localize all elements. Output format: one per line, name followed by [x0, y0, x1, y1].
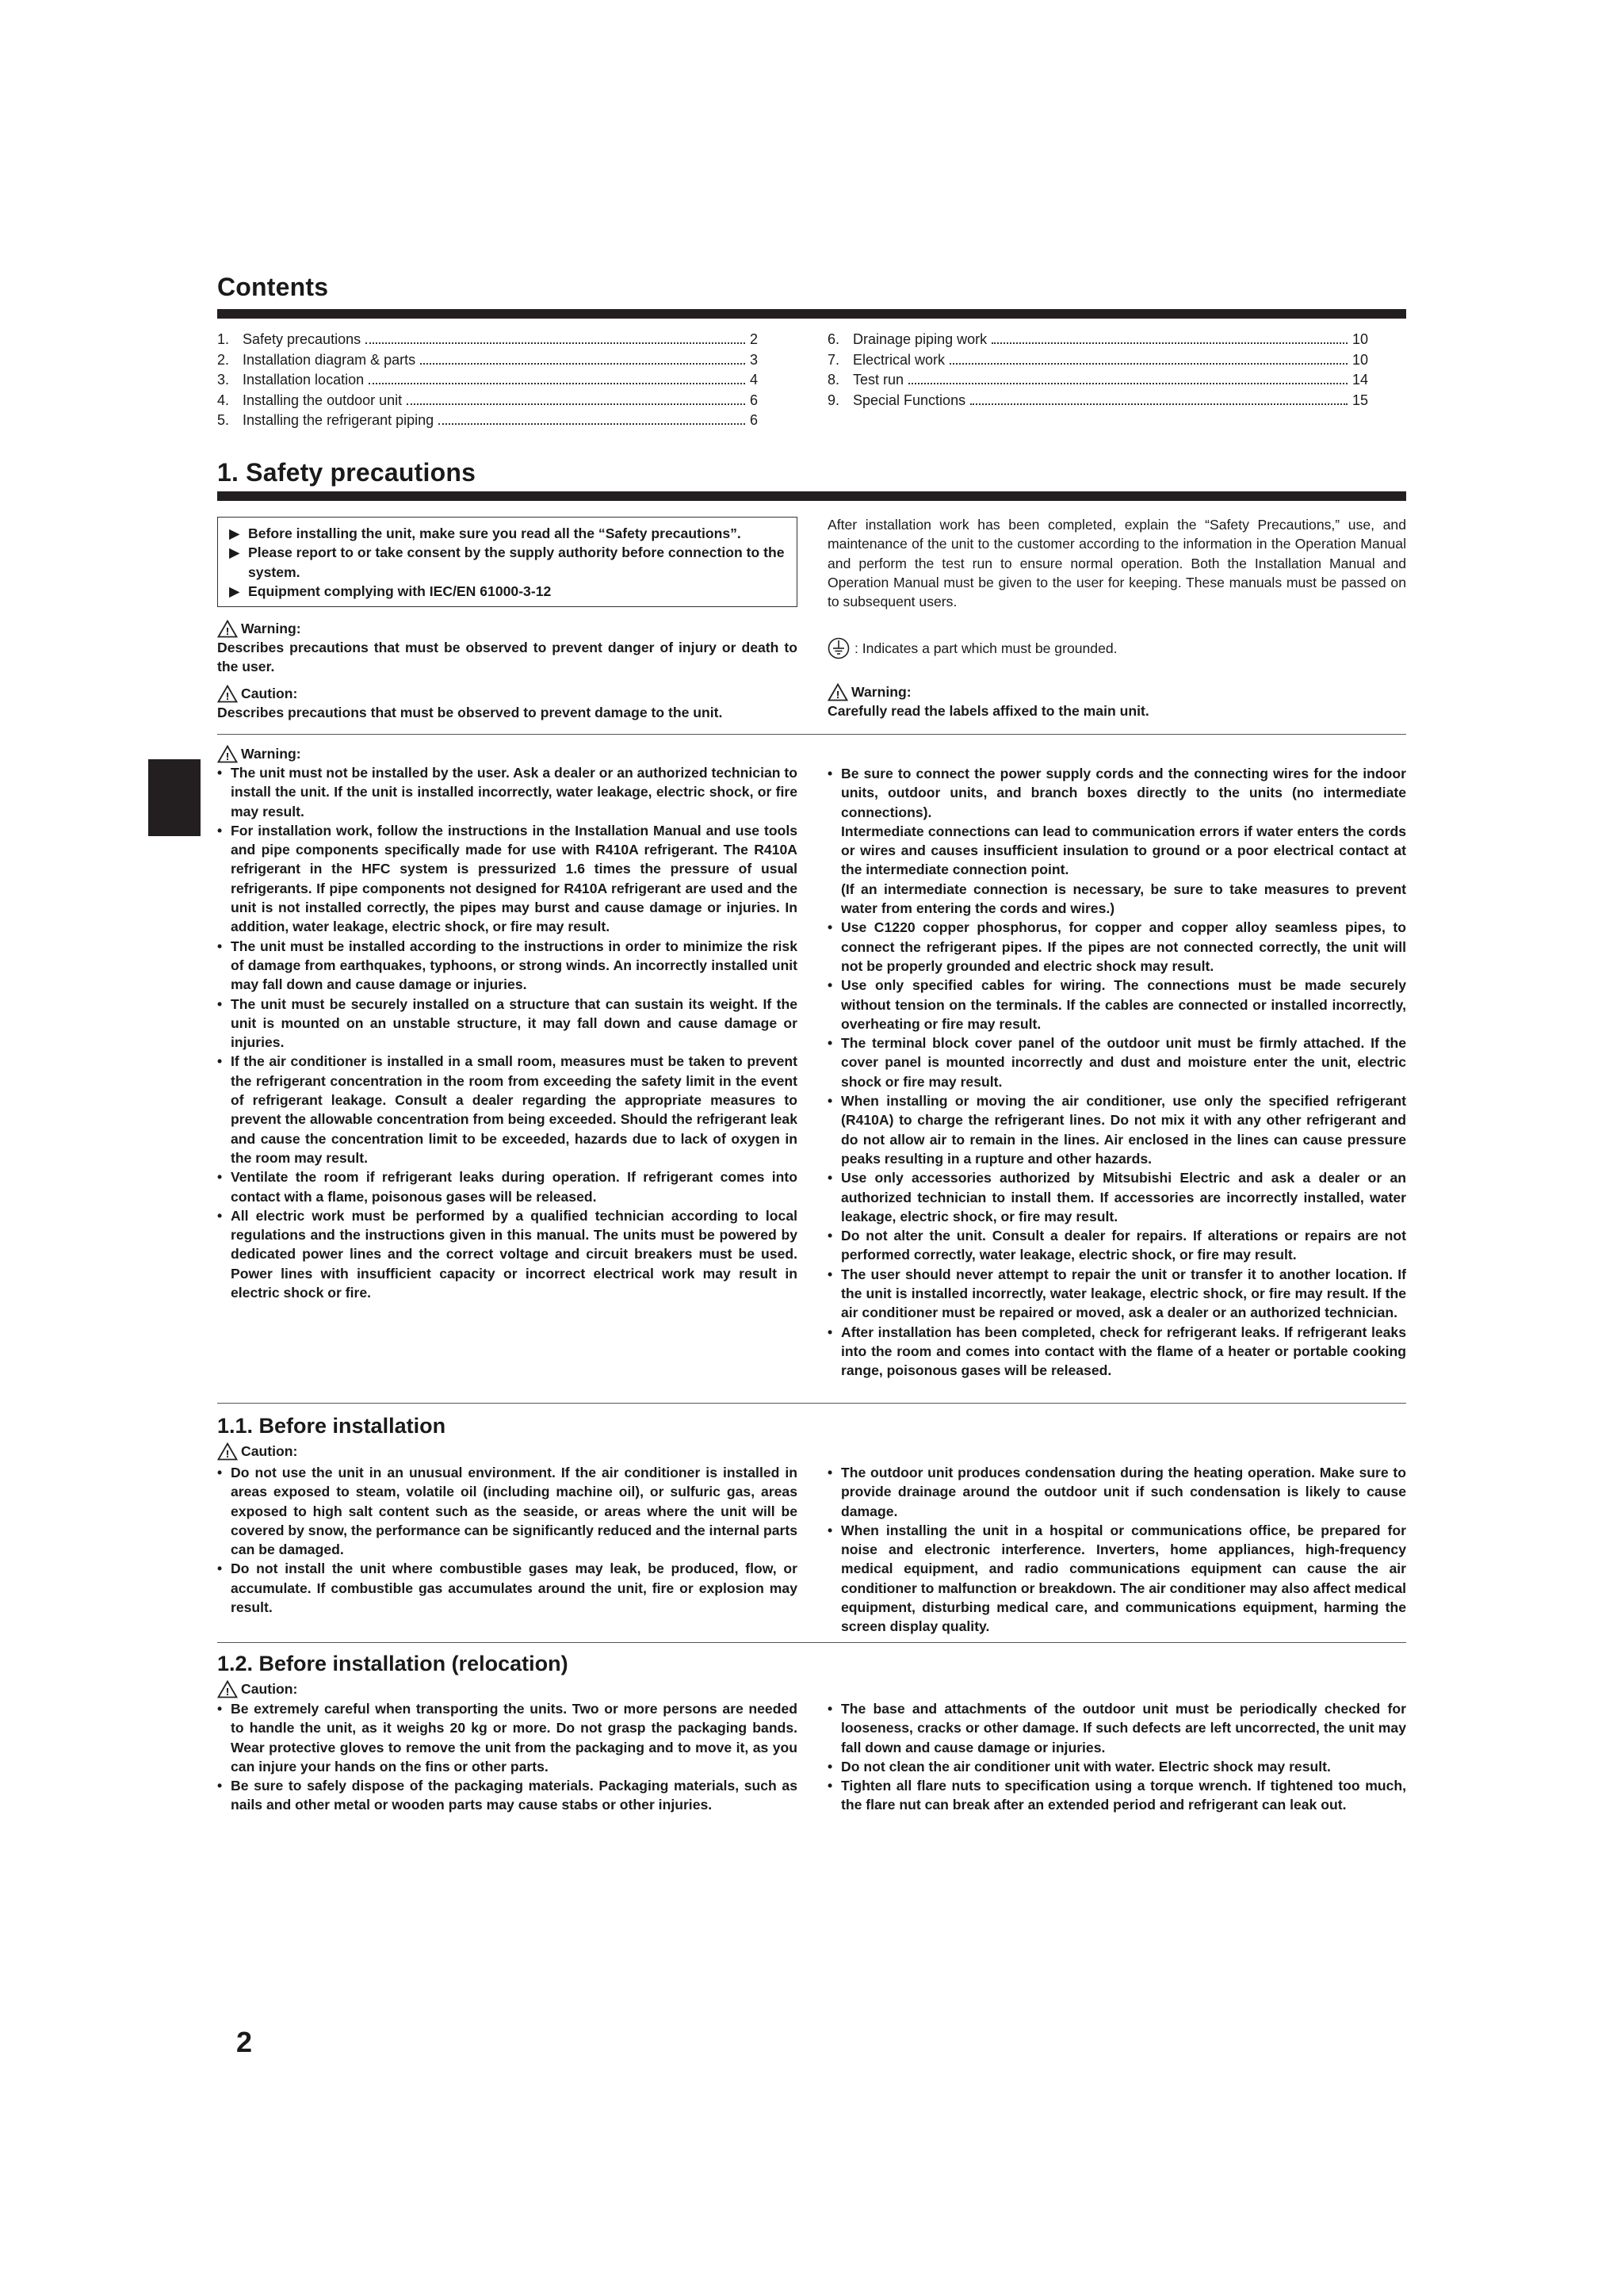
list-item: • Use only specified cables for wiring. The connections must be made securely without tension on the terminals. If the cables are connected or installed incorrectly, overheating or fire may result. [828, 976, 1406, 1033]
warning-list-right [828, 764, 1406, 1381]
ground-text: : Indicates a part which must be grounded. [854, 640, 1118, 656]
svg-text:!: ! [225, 690, 230, 702]
labels-warning-text: Carefully read the labels affixed to the main unit. [828, 703, 1149, 719]
toc-page-number: 3 [749, 351, 758, 368]
toc-entry[interactable] [828, 330, 1368, 350]
list-item: • Do not alter the unit. Consult a dealer for repairs. If alterations or repairs are not performed correctly, water leakage, electric shock, or fire may result. [828, 1226, 1406, 1265]
toc-title: Electrical work [853, 351, 946, 368]
triangle-right-icon: ▶ [229, 583, 240, 599]
warning-label: Warning: [241, 621, 301, 636]
toc-entry[interactable] [217, 350, 758, 371]
list-item: • Use only accessories authorized by Mitsubishi Electric and ask a dealer or an authorized technician to install them. If accessories are incorrectly installed, water leakage, electric shock, or fire may result. [828, 1168, 1406, 1226]
toc-entry[interactable] [217, 411, 758, 431]
box-item-text: Before installing the unit, make sure you read all the “Safety precautions”. [248, 525, 741, 541]
caution-list-right [828, 1699, 1406, 1815]
list-item: • The unit must be installed according to the instructions in order to minimize the risk of damage from earthquakes, typhoons, or strong winds. An incorrectly installed unit may fall down and cause damage or injuries. [217, 937, 797, 995]
list-item: • Use C1220 copper phosphorus, for copper and copper alloy seamless pipes, to connect the refrigerant pipes. If the pipes are not connected correctly, the unit will not be properly grounded and electric shock may result. [828, 918, 1406, 976]
toc-page-number: 6 [749, 412, 758, 428]
toc-title: Drainage piping work [853, 331, 988, 347]
list-item-text: Be sure to connect the power supply cords and the connecting wires for the indoor units, outdoor units, and branch boxes directly to the units (no intermediate connections). [841, 766, 1406, 820]
divider [217, 1403, 1406, 1404]
toc-page-number: 6 [749, 392, 758, 408]
section-1-1-left [217, 1463, 797, 1617]
section-1-1-title: 1.1. Before installation [217, 1414, 446, 1438]
divider [217, 734, 1406, 735]
toc-page-number: 10 [1351, 351, 1368, 368]
contents-title: Contents [217, 273, 329, 301]
toc-leader-dots [365, 342, 745, 344]
svg-text:!: ! [225, 625, 230, 637]
toc-leader-dots [950, 363, 1348, 365]
toc-title: Test run [853, 372, 904, 388]
svg-text:!: ! [835, 689, 840, 701]
list-item [828, 764, 1406, 918]
page-number: 2 [236, 2026, 253, 2058]
contents-rule [217, 309, 1406, 319]
list-item: • The terminal block cover panel of the outdoor unit must be firmly attached. If the cover panel is mounted incorrectly and dust and moisture enter the unit, electric shock or fire may result. [828, 1033, 1406, 1091]
warning-label: Warning: [241, 746, 301, 762]
section-1-2-title: 1.2. Before installation (relocation) [217, 1652, 568, 1675]
toc-title: Special Functions [853, 392, 966, 408]
warning-triangle-icon [828, 683, 848, 701]
toc-page-number: 2 [749, 331, 758, 347]
toc-right-column [828, 330, 1368, 411]
caution-definition [217, 685, 797, 722]
toc-title: Installation location [243, 372, 365, 388]
list-item: • The unit must not be installed by the user. Ask a dealer or an authorized technician to install the unit. If the unit is installed incorrectly, water leakage, electric shock, or fire may result. [217, 763, 797, 821]
intro-paragraph: After installation work has been completed, explain the “Safety Precautions,” use, and maintenance of the unit to the customer according to the information in the Operation Manual and perform the test run to ensure normal operation. Both the Installation Manual and Operation Manual must be given to the user for keeping. These manuals must be passed on to subsequent users. [828, 517, 1406, 610]
toc-page-number: 4 [749, 372, 758, 388]
caution-list-left [217, 1699, 797, 1815]
list-item: • The base and attachments of the outdoor unit must be periodically checked for looseness, cracks or other damage. If such defects are left uncorrected, the unit may fall down and cause damage or injuries. [828, 1699, 1406, 1757]
caution-triangle-icon [217, 1680, 238, 1698]
toc-page-number: 14 [1351, 372, 1368, 388]
section-1-rule [217, 491, 1406, 501]
caution-triangle-icon [217, 685, 238, 703]
list-item: • If the air conditioner is installed in a small room, measures must be taken to prevent the refrigerant concentration in the room from exceeding the safety limit in the event of refrigerant leakage. Consult a dealer regarding the appropriate measures to prevent the allowable concentration from being exceeded. Should the refrigerant leak and cause the concentration limit to be exceeded, hazards due to lack of oxygen in the room may result. [217, 1052, 797, 1167]
list-item: • All electric work must be performed by a qualified technician according to local regulations and the instructions given in this manual. The units must be powered by dedicated power lines and the correct voltage and circuit breakers must be used. Power lines with insufficient capacity or incorrect electrical work may result in electric shock or fire. [217, 1206, 797, 1302]
toc-leader-dots [438, 423, 745, 425]
svg-text:!: ! [225, 751, 230, 762]
ground-indicator [828, 637, 1406, 659]
caution-label: Caution: [241, 1443, 298, 1459]
toc-entry[interactable] [217, 330, 758, 350]
toc-title: Installation diagram & parts [243, 351, 416, 368]
list-item: • The unit must be securely installed on a structure that can sustain its weight. If the unit is mounted on an unstable structure, it may fall down and cause damage or injuries. [217, 995, 797, 1052]
section-1-title: 1. Safety precautions [217, 458, 476, 487]
triangle-right-icon: ▶ [229, 525, 240, 541]
section-1-2-right [828, 1699, 1406, 1815]
toc-entry[interactable] [217, 370, 758, 391]
warning-triangle-icon [217, 620, 238, 638]
toc-title: Installing the refrigerant piping [243, 412, 434, 428]
divider [217, 1642, 1406, 1643]
list-item-note: Intermediate connections can lead to communication errors if water enters the cords or wires and causes insufficient insulation to ground or a poor electrical contact at the intermediate connection point. [841, 823, 1406, 878]
caution-label: Caution: [241, 686, 298, 701]
toc-number: 9. [828, 392, 840, 408]
toc-leader-dots [407, 403, 745, 405]
toc-title: Safety precautions [243, 331, 361, 347]
toc-number: 4. [217, 392, 230, 408]
important-notes-box [217, 517, 797, 607]
toc-left-column [217, 330, 758, 431]
section-1-1-right [828, 1463, 1406, 1637]
side-tab-marker [148, 759, 201, 836]
warning-label: Warning: [851, 684, 912, 700]
section-1-2-left [217, 1699, 797, 1815]
main-warning-left [217, 745, 797, 1302]
warning-definition [217, 620, 797, 677]
box-item-text: Equipment complying with IEC/EN 61000-3-12 [248, 583, 552, 599]
toc-leader-dots [992, 342, 1348, 344]
toc-number: 1. [217, 331, 230, 347]
warning-triangle-icon [217, 745, 238, 763]
toc-entry[interactable] [828, 391, 1368, 411]
box-item [229, 543, 787, 582]
toc-page-number: 10 [1351, 331, 1368, 347]
caution-heading [217, 1680, 297, 1698]
caution-triangle-icon [217, 1442, 238, 1461]
svg-text:!: ! [225, 1686, 230, 1698]
toc-number: 5. [217, 412, 230, 428]
caution-list-right [828, 1463, 1406, 1637]
toc-entry[interactable] [828, 350, 1368, 371]
caution-definition-text: Describes precautions that must be observed to prevent damage to the unit. [217, 705, 723, 720]
list-item: • For installation work, follow the instructions in the Installation Manual and use tools and pipe components specifically made for use with R410A refrigerant. The R410A refrigerant in the HFC system is pressurized 1.6 times the pressure of usual refrigerants. If pipe components not designed for R410A refrigerant are used and the unit is not installed correctly, the pipes may burst and cause damage or injuries. In addition, water leakage, electric shock, or fire may result. [217, 821, 797, 937]
toc-leader-dots [970, 403, 1348, 405]
list-item: • Ventilate the room if refrigerant leaks during operation. If refrigerant comes into contact with a flame, poisonous gases will be released. [217, 1167, 797, 1206]
caution-label: Caution: [241, 1681, 298, 1697]
toc-entry[interactable] [828, 370, 1368, 391]
triangle-right-icon: ▶ [229, 544, 240, 561]
toc-title: Installing the outdoor unit [243, 392, 403, 408]
toc-leader-dots [420, 363, 745, 365]
box-item [229, 524, 787, 543]
warning-definition-text: Describes precautions that must be observed to prevent danger of injury or death to the user. [217, 640, 797, 675]
list-item: • Be sure to safely dispose of the packaging materials. Packaging materials, such as nails and other metal or wooden parts may cause stabs or other injuries. [217, 1776, 797, 1815]
list-item: • Be extremely careful when transporting the units. Two or more persons are needed to handle the unit, as it weighs 20 kg or more. Do not grasp the packaging bands. Wear protective gloves to remove the unit from the packaging and to move it, as you can injure your hands on the fins or other parts. [217, 1699, 797, 1776]
svg-text:!: ! [225, 1448, 230, 1460]
labels-warning [828, 683, 1406, 720]
list-item: • After installation has been completed, check for refrigerant leaks. If refrigerant leaks into the room and comes into contact with the flame of a heater or portable cooking range, poisonous gases will be released. [828, 1323, 1406, 1381]
list-item: • The user should never attempt to repair the unit or transfer it to another location. If the unit is installed incorrectly, water leakage, electric shock, or fire may result. If the air conditioner must be repaired or moved, ask a dealer or an authorized technician. [828, 1265, 1406, 1323]
main-warning-right [828, 764, 1406, 1381]
toc-number: 2. [217, 351, 230, 368]
toc-leader-dots [908, 383, 1348, 384]
list-item: • Do not use the unit in an unusual environment. If the air conditioner is installed in areas exposed to steam, volatile oil (including machine oil), or sulfuric gas, areas exposed to high salt content such as the seaside, or areas where the unit will be covered by snow, the performance can be significantly reduced and the internal parts can be damaged. [217, 1463, 797, 1559]
toc-page-number: 15 [1351, 392, 1368, 408]
box-item [229, 582, 787, 601]
caution-list-left [217, 1463, 797, 1617]
toc-number: 8. [828, 372, 840, 388]
toc-number: 7. [828, 351, 840, 368]
list-item-note: (If an intermediate connection is necessary, be sure to take measures to prevent water from entering the cords and wires.) [841, 881, 1406, 917]
ground-symbol-icon [828, 637, 850, 659]
warning-list-left [217, 763, 797, 1302]
toc-leader-dots [369, 383, 745, 384]
list-item: • Tighten all flare nuts to specification using a torque wrench. If tightened too much, the flare nut can break after an extended period and refrigerant can leak out. [828, 1776, 1406, 1815]
caution-heading [217, 1442, 297, 1461]
toc-entry[interactable] [217, 391, 758, 411]
list-item: • The outdoor unit produces condensation during the heating operation. Make sure to provide drainage around the outdoor unit if such condensation is likely to cause damage. [828, 1463, 1406, 1521]
list-item: • When installing or moving the air conditioner, use only the specified refrigerant (R410A) to charge the refrigerant lines. Do not mix it with any other refrigerant and do not allow air to remain in the lines. Air enclosed in the lines can cause pressure peaks resulting in a rupture and other hazards. [828, 1091, 1406, 1168]
list-item: • Do not install the unit where combustible gases may leak, be produced, flow, or accumulate. If combustible gas accumulates around the unit, fire or explosion may result. [217, 1559, 797, 1617]
toc-number: 6. [828, 331, 840, 347]
box-item-text: Please report to or take consent by the supply authority before connection to the system. [248, 544, 785, 580]
list-item: • When installing the unit in a hospital or communications office, be prepared for noise and electronic interference. Inverters, home appliances, high-frequency medical equipment, and radio communications equipment can cause the air conditioner to malfunction or breakdown. The air conditioner may also affect medical equipment, disturbing medical care, and communications equipment, harming the screen display quality. [828, 1521, 1406, 1637]
toc-number: 3. [217, 372, 230, 388]
list-item: • Do not clean the air conditioner unit with water. Electric shock may result. [828, 1757, 1406, 1776]
